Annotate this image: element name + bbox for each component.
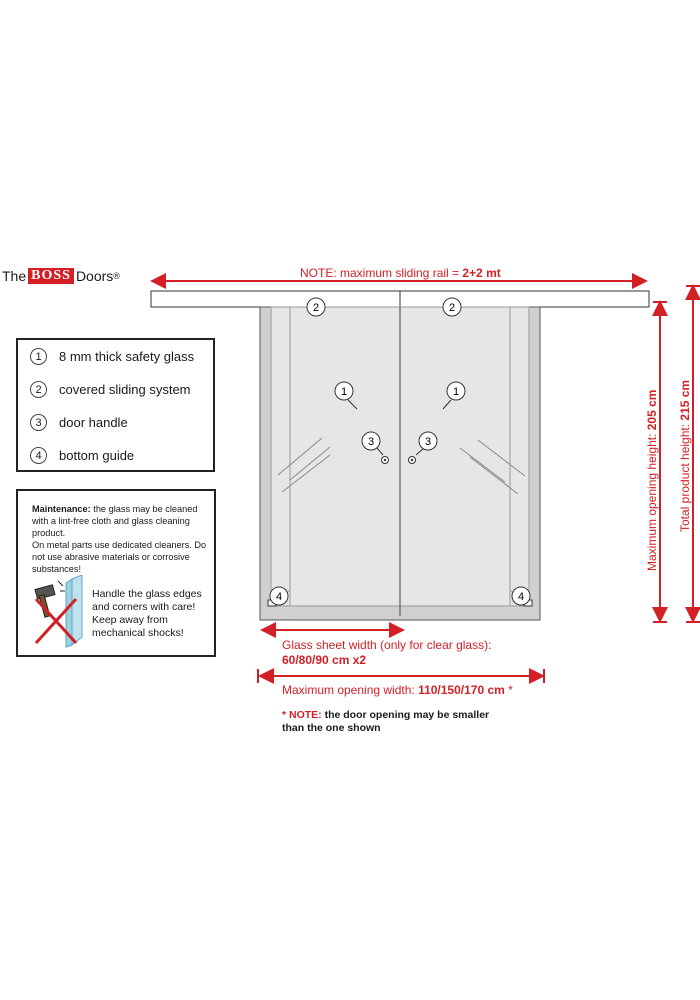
opening-width-prefix: Maximum opening width: [282, 683, 419, 697]
legend-number: 4 [30, 447, 47, 464]
svg-text:3: 3 [367, 436, 375, 448]
opening-height-prefix: Maximum opening height: [645, 430, 659, 571]
total-height-value: 215 cm [678, 379, 692, 421]
handling-warning-line: Keep away from [92, 614, 168, 626]
logo-suffix: Doors [75, 268, 114, 284]
callout-handle-left [362, 432, 380, 450]
legend-label: bottom guide [59, 448, 135, 463]
svg-text:2: 2 [448, 302, 456, 314]
legend-number: 3 [30, 414, 47, 431]
callout-handle-right [419, 432, 437, 450]
callout-glass-left [335, 382, 353, 400]
svg-text:4: 4 [275, 591, 283, 603]
callout-guide-right [512, 587, 530, 605]
opening-width-value: 110/150/170 cm [418, 683, 505, 697]
callout-guide-left [270, 587, 288, 605]
logo-brand: BOSS [28, 268, 74, 284]
maintenance-metal-text: On metal parts use dedicated cleaners. Do not use abrasive materials or corrosive substances! [32, 540, 207, 574]
logo-prefix: The [2, 268, 27, 284]
footnote-line: than the one shown [282, 722, 381, 734]
svg-text:4: 4 [517, 591, 525, 603]
maintenance-cleaning-text: the glass may be cleaned with a lint-free cloth and glass cleaning product. [32, 504, 198, 538]
total-height-label [678, 380, 692, 532]
svg-text:1: 1 [340, 386, 348, 398]
maintenance-title: Maintenance: [32, 504, 91, 514]
svg-text:1: 1 [452, 386, 460, 398]
right-glass-door [400, 307, 510, 606]
svg-text:2: 2 [312, 302, 320, 314]
rail-note-prefix: NOTE: maximum sliding rail = [300, 266, 463, 280]
handling-warning-line: Handle the glass edges [92, 588, 202, 600]
legend-number: 2 [30, 381, 47, 398]
handling-warning-line: and corners with care! [92, 601, 196, 613]
legend-label: 8 mm thick safety glass [59, 349, 195, 364]
callout-rail-right [443, 298, 461, 316]
callout-rail-left [307, 298, 325, 316]
opening-footnote [282, 709, 489, 735]
callout-glass-right [447, 382, 465, 400]
glass-width-line: Glass sheet width (only for clear glass): [282, 638, 492, 652]
opening-height-value: 205 cm [645, 389, 659, 431]
footnote-line: the door opening may be smaller [321, 709, 490, 721]
legend-label: covered sliding system [59, 382, 191, 397]
opening-height-label [645, 390, 659, 571]
total-height-prefix: Total product height: [678, 420, 692, 532]
rail-note-value: 2+2 mt [462, 266, 501, 280]
logo-registered-mark: ® [113, 271, 120, 281]
rail-note [300, 266, 501, 280]
opening-width-suffix: * [504, 683, 513, 697]
svg-text:3: 3 [424, 436, 432, 448]
legend-number: 1 [30, 348, 47, 365]
handling-warning-line: mechanical shocks! [92, 627, 184, 639]
footnote-star: * NOTE: [282, 709, 322, 721]
legend-label: door handle [59, 415, 128, 430]
glass-width-values: 60/80/90 cm x2 [282, 653, 367, 667]
glass-width-label [282, 638, 491, 668]
opening-width-label [282, 683, 513, 697]
